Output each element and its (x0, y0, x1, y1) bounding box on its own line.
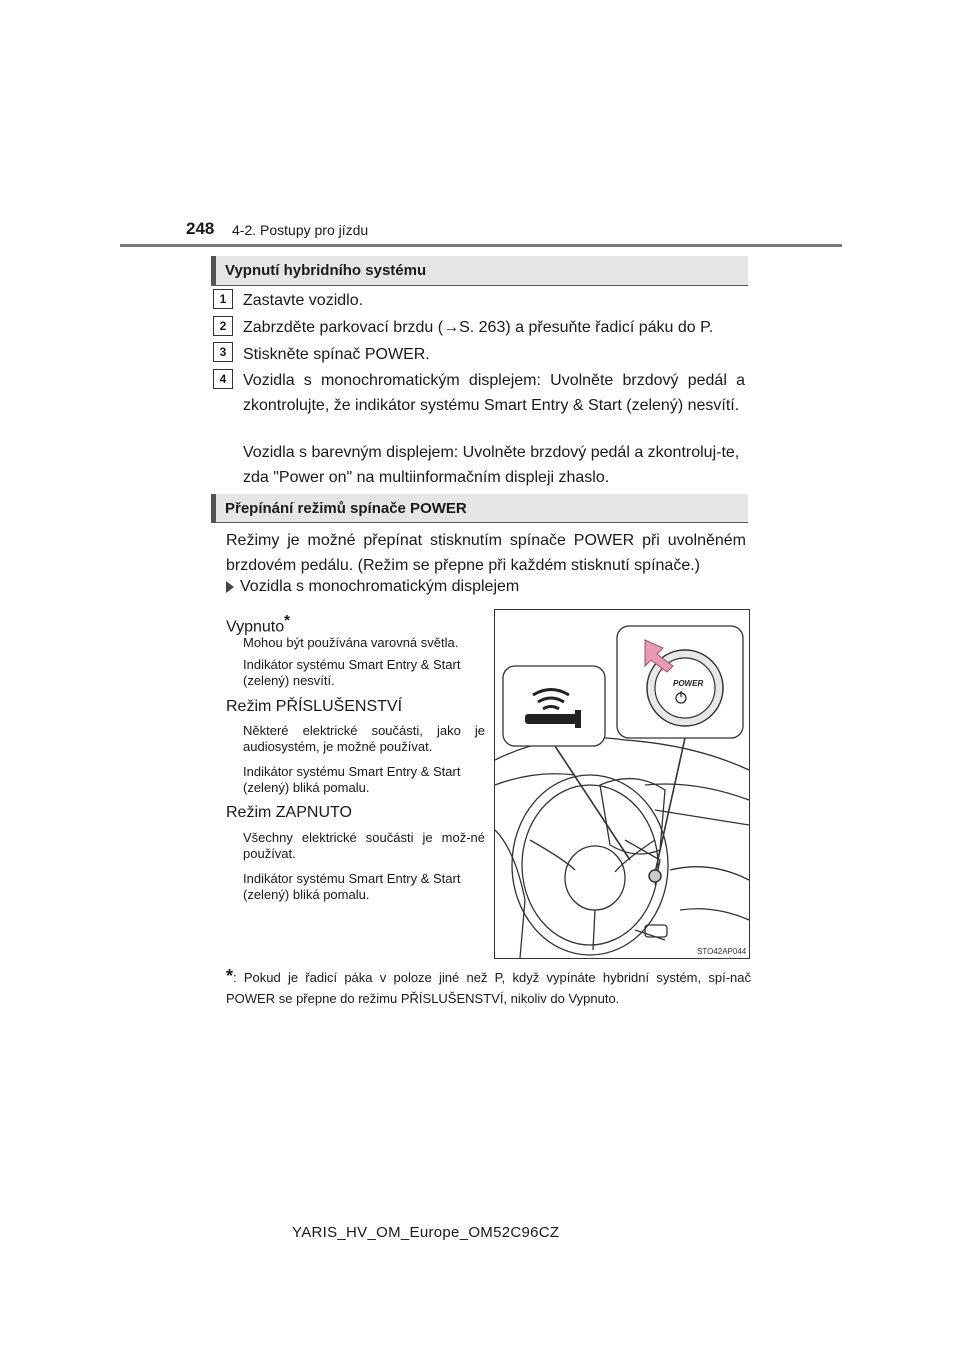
section-heading-power-modes (211, 494, 748, 523)
chapter-title: 4-2. Postupy pro jízdu (232, 222, 369, 238)
dash-power-button-icon (649, 870, 661, 882)
section-underline (211, 285, 748, 286)
step-text-2: Zabrzděte parkovací brzdu (→S. 263) a přesuňte řadicí páku do P. (243, 319, 714, 336)
step-number-2: 2 (213, 316, 233, 336)
section-underline (211, 522, 748, 523)
power-switch-illustration (494, 609, 750, 959)
step-number-4: 4 (213, 369, 233, 389)
mode-title-accessory: Režim PŘÍSLUŠENSTVÍ (226, 698, 403, 715)
page-number: 248 (186, 219, 215, 238)
mode-desc-accessory-1: Některé elektrické součásti, jako je audiosystém, je možné používat. (243, 723, 485, 754)
mode-desc-off-1: Mohou být používána varovná světla. (243, 635, 459, 650)
mode-desc-on-1: Všechny elektrické součásti je mož-né používat. (243, 830, 485, 861)
section-heading-text: Přepínání režimů spínače POWER (225, 500, 467, 517)
step-text-4: Vozidla s monochromatickým displejem: Uvolněte brzdový pedál a zkontrolujte, že indikátor systému Smart Entry & Start (zelený) nesvítí. (243, 372, 745, 414)
power-button-label: POWER (673, 679, 704, 688)
mode-desc-on-2: Indikátor systému Smart Entry & Start (zelený) bliká pomalu. (243, 871, 461, 902)
figure-code: STO42AP044 (697, 947, 747, 956)
step-text-3: Stiskněte spínač POWER. (243, 346, 430, 363)
dashboard-drawing (495, 610, 749, 958)
modes-intro: Režimy je možné přepínat stisknutím spínače POWER při uvolněném brzdovém pedálu. (Režim se přepne při každém stisknutí spínače.) (226, 532, 746, 574)
step-text-4-color: Vozidla s barevným displejem: Uvolněte brzdový pedál a zkontroluj-te, zda "Power on" na multiinformačním displeji zhaslo. (243, 444, 740, 486)
step-text-1: Zastavte vozidlo. (243, 292, 364, 309)
footnote-text: : Pokud je řadicí páka v poloze jiné než P, když vypínáte hybridní systém, spí-nač POWER se přepne do režimu PŘÍSLUŠENSTVÍ, nikoliv do Vypnuto. (226, 970, 751, 1006)
footnote (226, 966, 751, 1009)
triangle-bullet-icon (226, 581, 234, 593)
footnote-marker: * (226, 966, 234, 986)
step-number-3: 3 (213, 342, 233, 362)
footnote-star: * (284, 612, 290, 629)
section-heading-text: Vypnutí hybridního systému (225, 262, 427, 279)
mode-title-on: Režim ZAPNUTO (226, 804, 352, 821)
mode-title-text: Vypnuto (226, 618, 285, 636)
bullet-item (226, 576, 519, 598)
section-heading-power-off (211, 256, 748, 285)
mode-desc-accessory-2: Indikátor systému Smart Entry & Start (zelený) bliká pomalu. (243, 764, 461, 795)
step-number-1: 1 (213, 289, 233, 309)
document-id: YARIS_HV_OM_Europe_OM52C96CZ (292, 1224, 560, 1241)
header-rule (120, 244, 842, 247)
bullet-text: Vozidla s monochromatickým displejem (240, 578, 520, 595)
mode-desc-off-2: Indikátor systému Smart Entry & Start (zelený) nesvítí. (243, 657, 461, 688)
mode-title-off (226, 612, 290, 636)
